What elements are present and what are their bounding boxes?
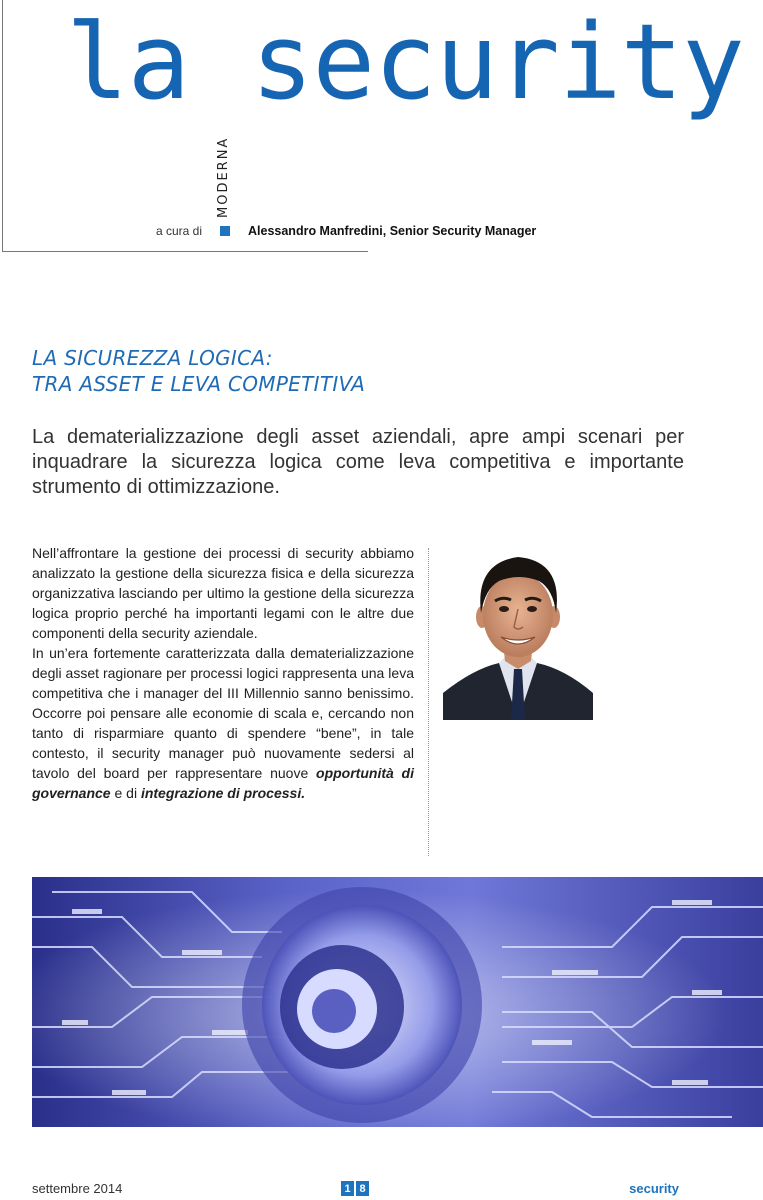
author-portrait-image xyxy=(443,543,593,720)
body-paragraph-2-connector: e di xyxy=(110,785,141,801)
article-lead: La dematerializzazione degli asset aziendali, apre ampi scenari per inquadrare la sicurezza logica come leva competitiva e importante strumento di ottimizzazione. xyxy=(32,426,684,498)
page-number xyxy=(341,1181,369,1196)
column-masthead: la security xyxy=(66,1,744,123)
author-byline: Alessandro Manfredini, Senior Security Manager xyxy=(248,224,537,238)
article-body xyxy=(32,543,414,803)
emphasis-integration: integrazione di processi. xyxy=(140,785,306,801)
magazine-name: security xyxy=(629,1181,679,1196)
header-frame-horizontal-rule xyxy=(2,251,368,252)
body-paragraph-1: Nell’affrontare la gestione dei processi di security abbiamo analizzato la gestione della sicurezza fisica e della sicurezza organizzativa lasciando per ultimo la gestione della sicurezza logica proprio perché ha importanti legami con le altre due componenti della security aziendale. xyxy=(32,545,414,641)
body-paragraph-2 xyxy=(32,643,414,803)
emphasis-governance: opportunità di governance xyxy=(32,765,415,801)
page-number-digit: 8 xyxy=(356,1181,369,1196)
article-title-line-1: LA SICUREZZA LOGICA: xyxy=(32,346,273,370)
article-title xyxy=(32,345,632,397)
issue-date: settembre 2014 xyxy=(32,1181,123,1196)
page-number-digit: 1 xyxy=(341,1181,354,1196)
square-bullet-icon xyxy=(220,226,230,236)
masthead-vertical-word: MODERNA xyxy=(216,136,231,218)
body-paragraph-2-text: In un’era fortemente caratterizzata dalla dematerializzazione degli asset ragionare per processi logici rappresenta una leva competitiva che i manager del III Millennio sanno benissimo. Occorre poi pensare alle economie di scala e, cercando non tanto di risparmiare quanto di spendere “bene”, in tale contesto, il security manager può nuovamente sedersi al tavolo del board per rappresentare nuove xyxy=(32,645,414,781)
digital-safe-banner-image xyxy=(32,877,763,1127)
header-frame-vertical-rule xyxy=(2,0,3,252)
article-title-line-2: TRA ASSET E LEVA COMPETITIVA xyxy=(32,372,366,396)
curator-label: a cura di xyxy=(156,224,203,238)
column-divider xyxy=(428,548,429,856)
